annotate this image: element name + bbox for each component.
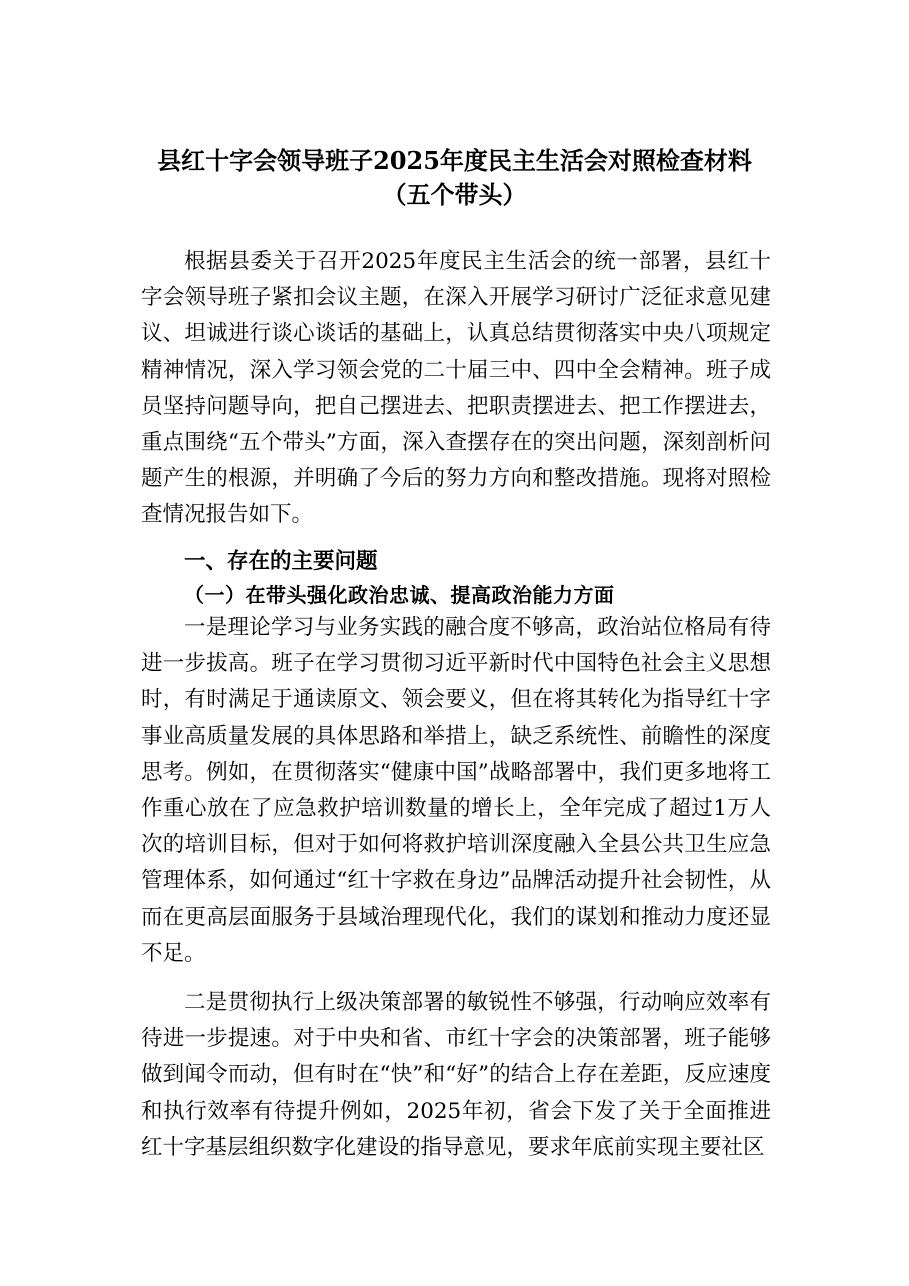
issue-paragraph-1: 一是理论学习与业务实践的融合度不够高，政治站位格局有待进一步拔高。班子在学习贯彻习近平新时代中国特色社会主义思想时，有时满足于通读原文、领会要义，但在将其转化为指导红十字事业高质量发展的具体思路和举措上，缺乏系统性、前瞻性的深度思考。例如，在贯彻落实“健康中国”战略部署中，我们更多地将工作重心放在了应急救护培训数量的增长上，全年完成了超过1万人次的培训目标，但对于如何将救护培训深度融入全县公共卫生应急管理体系，如何通过“红十字救在身边”品牌活动提升社会韧性，从而在更高层面服务于县域治理现代化，我们的谋划和推动力度还显不足。: [141, 615, 771, 966]
document-title: 县红十字会领导班子2025年度民主生活会对照检查材料: [157, 146, 752, 175]
subsection-heading: （一）在带头强化政治忠诚、提高政治能力方面: [184, 583, 615, 607]
issue-paragraph-2: 二是贯彻执行上级决策部署的敏锐性不够强，行动响应效率有待进一步提速。对于中央和省、市红十字会的决策部署，班子能够做到闻令而动，但有时在“快”和“好”的结合上存在差距，反应速度和执行效率有待提升例如，2025年初，省会下发了关于全面推进红十字基层组织数字化建设的指导意见，要求年底前实现主要社区: [141, 990, 771, 1160]
section-heading: 一、存在的主要问题: [184, 549, 378, 574]
document-subtitle: （五个带头）: [382, 180, 527, 209]
intro-paragraph: 根据县委关于召开2025年度民主生活会的统一部署，县红十字会领导班子紧扣会议主题，在深入开展学习研讨广泛征求意见建议、坦诚进行谈心谈话的基础上，认真总结贯彻落实中央八项规定精神情况，深入学习领会党的二十届三中、四中全会精神。班子成员坚持问题导向，把自己摆进去、把职责摆进去、把工作摆进去，重点围绕“五个带头”方面，深入查摆存在的突出问题，深刻剖析问题产生的根源，并明确了今后的努力方向和整改措施。现将对照检查情况报告如下。: [141, 249, 771, 528]
